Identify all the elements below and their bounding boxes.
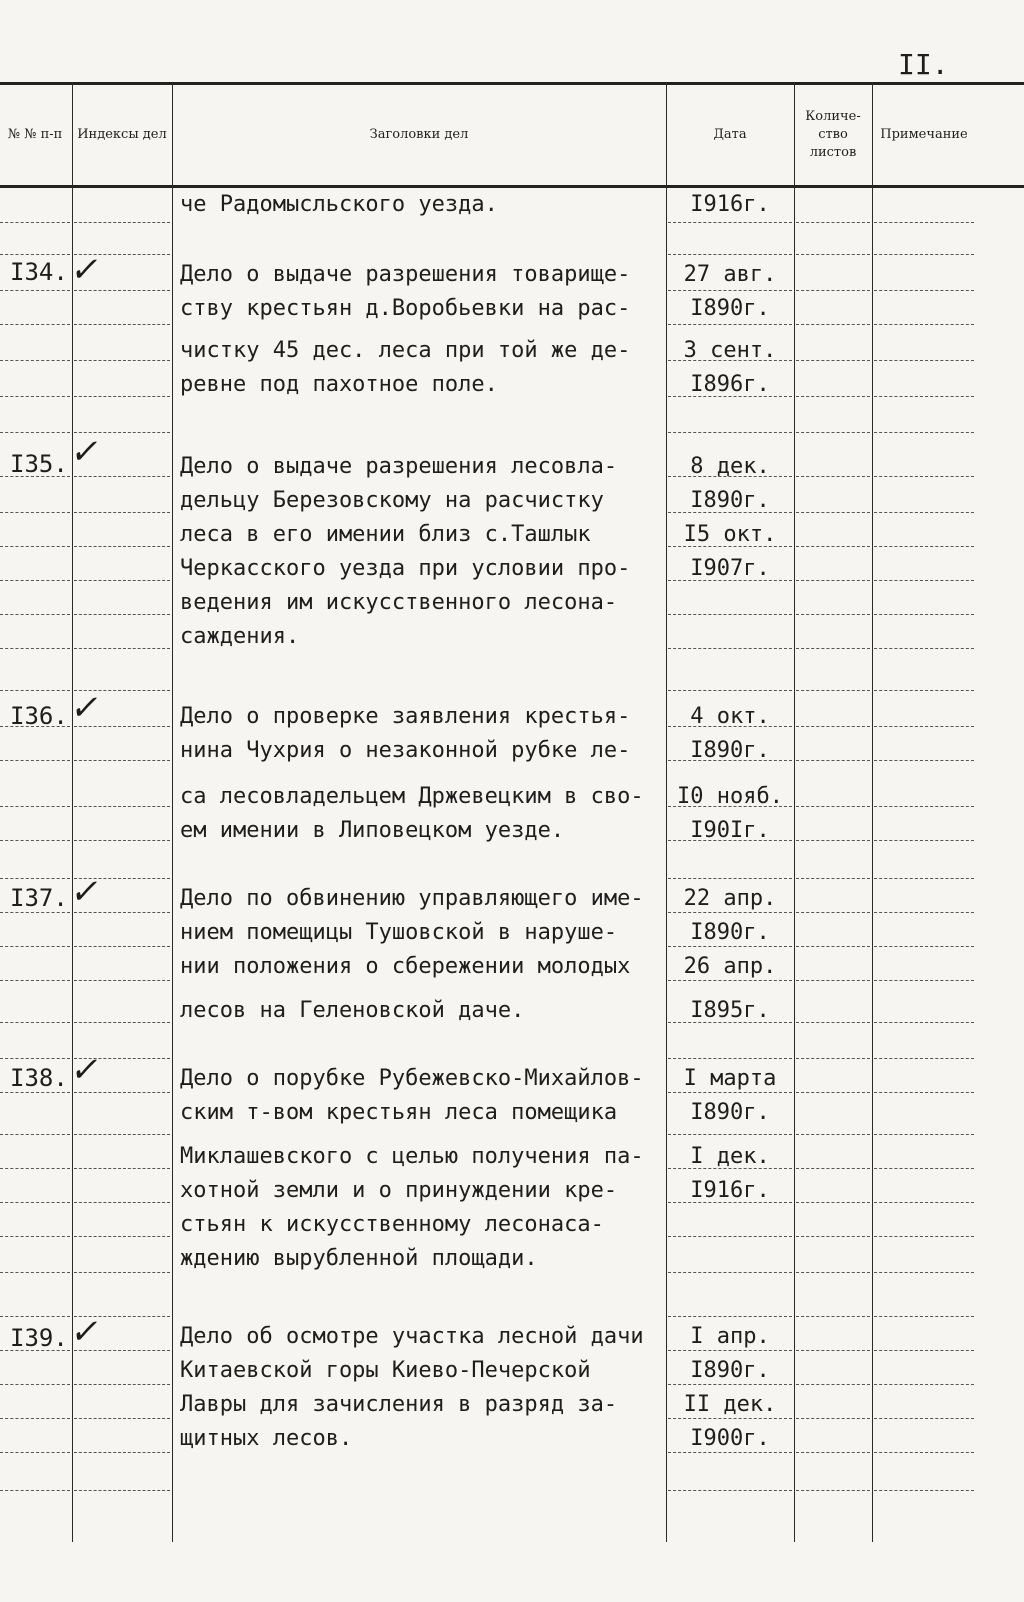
title-line: ревне под пахотное поле. bbox=[180, 372, 498, 397]
checkmark-icon: ✓ bbox=[67, 872, 105, 912]
ruled-line bbox=[668, 1316, 792, 1317]
ruled-line bbox=[874, 1272, 974, 1273]
date-line: I90Iг. bbox=[690, 818, 770, 843]
ruled-line bbox=[0, 360, 70, 361]
ruled-line bbox=[796, 726, 870, 727]
ruled-line bbox=[874, 360, 974, 361]
date-line: I900г. bbox=[690, 1426, 770, 1451]
date-line: 22 апр. bbox=[683, 886, 777, 911]
ruled-line bbox=[874, 512, 974, 513]
ruled-line bbox=[874, 1134, 974, 1135]
ruled-line bbox=[796, 840, 870, 841]
ruled-line bbox=[74, 1202, 170, 1203]
ruled-line bbox=[874, 760, 974, 761]
ruled-line bbox=[874, 580, 974, 581]
ruled-line bbox=[74, 840, 170, 841]
header-title: Заголовки дел bbox=[369, 127, 469, 142]
ruled-line bbox=[874, 324, 974, 325]
ruled-line bbox=[74, 580, 170, 581]
checkmark-icon: ✓ bbox=[67, 688, 105, 728]
date-line: I марта bbox=[683, 1066, 777, 1091]
ruled-line bbox=[74, 222, 170, 223]
ruled-line bbox=[0, 690, 70, 691]
ruled-line bbox=[668, 1092, 792, 1093]
title-line: Черкасского уезда при условии про- bbox=[180, 556, 631, 581]
ruled-line bbox=[668, 1452, 792, 1453]
ruled-line bbox=[874, 546, 974, 547]
ruled-line bbox=[668, 912, 792, 913]
ruled-line bbox=[796, 1058, 870, 1059]
ruled-line bbox=[668, 432, 792, 433]
ruled-line bbox=[0, 432, 70, 433]
ruled-line bbox=[874, 1236, 974, 1237]
ruled-line bbox=[796, 1202, 870, 1203]
ruled-line bbox=[796, 1134, 870, 1135]
ruled-line bbox=[74, 1272, 170, 1273]
checkmark-icon: ✓ bbox=[67, 1312, 105, 1352]
date-line: I дек. bbox=[690, 1144, 770, 1169]
ruled-line bbox=[874, 1490, 974, 1491]
header-note: Примечание bbox=[880, 127, 968, 142]
record-number: I36. bbox=[10, 702, 68, 730]
header-index: Индексы дел bbox=[77, 127, 167, 142]
ruled-line bbox=[668, 1490, 792, 1491]
ruled-line bbox=[668, 614, 792, 615]
ruled-line bbox=[796, 648, 870, 649]
date-line: I890г. bbox=[690, 488, 770, 513]
date-line: 8 дек. bbox=[690, 454, 770, 479]
ruled-line bbox=[796, 912, 870, 913]
ruled-line bbox=[796, 1092, 870, 1093]
header-num: № № п-п bbox=[7, 127, 63, 142]
ruled-line bbox=[0, 1134, 70, 1135]
header-sheets: Количе- ство листов bbox=[805, 109, 861, 160]
ruled-line bbox=[74, 806, 170, 807]
ruled-line bbox=[74, 946, 170, 947]
ruled-line bbox=[74, 760, 170, 761]
record-number: I35. bbox=[10, 450, 68, 478]
ruled-line bbox=[74, 290, 170, 291]
ruled-line bbox=[796, 1236, 870, 1237]
date-line: I890г. bbox=[690, 296, 770, 321]
ruled-line bbox=[668, 222, 792, 223]
ruled-line bbox=[668, 1384, 792, 1385]
ruled-line bbox=[796, 396, 870, 397]
checkmark-icon: ✓ bbox=[67, 432, 105, 472]
ruled-line bbox=[0, 648, 70, 649]
ruled-line bbox=[74, 1418, 170, 1419]
ruled-line bbox=[874, 1202, 974, 1203]
title-line: нина Чухрия о незаконной рубке ле- bbox=[180, 738, 631, 763]
ruled-line bbox=[796, 222, 870, 223]
column-divider bbox=[872, 82, 873, 1542]
ruled-line bbox=[796, 1272, 870, 1273]
ruled-line bbox=[874, 840, 974, 841]
ruled-line bbox=[74, 476, 170, 477]
ruled-line bbox=[0, 254, 70, 255]
date-line: I5 окт. bbox=[683, 522, 777, 547]
checkmark-icon: ✓ bbox=[67, 250, 105, 290]
date-line: I895г. bbox=[690, 998, 770, 1023]
title-line: ждению вырубленной площади. bbox=[180, 1246, 538, 1271]
record-number: I37. bbox=[10, 884, 68, 912]
ruled-line bbox=[874, 614, 974, 615]
ruled-line bbox=[74, 324, 170, 325]
ruled-line bbox=[0, 760, 70, 761]
ruled-line bbox=[668, 878, 792, 879]
ruled-line bbox=[0, 1384, 70, 1385]
ruled-line bbox=[874, 396, 974, 397]
ruled-line bbox=[874, 254, 974, 255]
ruled-line bbox=[796, 1384, 870, 1385]
ruled-line bbox=[0, 1092, 70, 1093]
ruled-line bbox=[74, 1236, 170, 1237]
ruled-line bbox=[796, 614, 870, 615]
ruled-line bbox=[74, 396, 170, 397]
ruled-line bbox=[874, 1316, 974, 1317]
ruled-line bbox=[74, 648, 170, 649]
title-line: Дело о выдаче разрешения лесовла- bbox=[180, 454, 618, 479]
date-line: I890г. bbox=[690, 1358, 770, 1383]
date-line: I апр. bbox=[690, 1324, 770, 1349]
ruled-line bbox=[74, 1384, 170, 1385]
record-number: I34. bbox=[10, 258, 68, 286]
ruled-line bbox=[874, 222, 974, 223]
ruled-line bbox=[74, 912, 170, 913]
date-line: I890г. bbox=[690, 738, 770, 763]
date-line: 26 апр. bbox=[683, 954, 777, 979]
title-line: лесов на Геленовской даче. bbox=[180, 998, 525, 1023]
ruled-line bbox=[874, 690, 974, 691]
ruled-line bbox=[0, 222, 70, 223]
ruled-line bbox=[874, 432, 974, 433]
ruled-line bbox=[0, 806, 70, 807]
ruled-line bbox=[0, 1452, 70, 1453]
title-line: нием помещицы Тушовской в наруше- bbox=[180, 920, 618, 945]
header-date: Дата bbox=[713, 127, 747, 142]
ruled-line bbox=[874, 946, 974, 947]
ruled-line bbox=[0, 512, 70, 513]
ruled-line bbox=[0, 1058, 70, 1059]
ruled-line bbox=[74, 512, 170, 513]
ruled-line bbox=[796, 878, 870, 879]
date-line: 4 окт. bbox=[690, 704, 770, 729]
ruled-line bbox=[668, 1418, 792, 1419]
ruled-line bbox=[0, 396, 70, 397]
ruled-line bbox=[0, 546, 70, 547]
column-divider bbox=[794, 82, 795, 1542]
ruled-line bbox=[668, 1236, 792, 1237]
ruled-line bbox=[0, 1490, 70, 1491]
ruled-line bbox=[796, 360, 870, 361]
ruled-line bbox=[0, 912, 70, 913]
ruled-line bbox=[74, 1022, 170, 1023]
ruled-line bbox=[874, 1418, 974, 1419]
date-line: 3 сент. bbox=[683, 338, 777, 363]
ruled-line bbox=[796, 946, 870, 947]
title-line: Дело по обвинению управляющего име- bbox=[180, 886, 644, 911]
ruled-line bbox=[796, 476, 870, 477]
ruled-line bbox=[0, 290, 70, 291]
ruled-line bbox=[0, 1316, 70, 1317]
ruled-line bbox=[74, 1490, 170, 1491]
ruled-line bbox=[796, 290, 870, 291]
ruled-line bbox=[668, 324, 792, 325]
ruled-line bbox=[874, 726, 974, 727]
ruled-line bbox=[74, 1168, 170, 1169]
ruled-line bbox=[796, 512, 870, 513]
ruled-line bbox=[74, 1134, 170, 1135]
ruled-line bbox=[0, 1272, 70, 1273]
ruled-line bbox=[74, 1092, 170, 1093]
ruled-line bbox=[796, 432, 870, 433]
ruled-line bbox=[796, 1490, 870, 1491]
ruled-line bbox=[796, 1022, 870, 1023]
title-line: чистку 45 дес. леса при той же де- bbox=[180, 338, 631, 363]
date-line: II дек. bbox=[683, 1392, 777, 1417]
ruled-line bbox=[74, 360, 170, 361]
ruled-line bbox=[668, 1272, 792, 1273]
ruled-line bbox=[874, 476, 974, 477]
title-line: Китаевской горы Киево-Печерской bbox=[180, 1358, 591, 1383]
title-line: Дело о проверке заявления крестья- bbox=[180, 704, 631, 729]
ruled-line bbox=[796, 980, 870, 981]
title-line: Лавры для зачисления в разряд за- bbox=[180, 1392, 618, 1417]
ruled-line bbox=[796, 580, 870, 581]
table-header bbox=[0, 82, 1024, 188]
ruled-line bbox=[0, 878, 70, 879]
page-number: II. bbox=[898, 48, 949, 81]
ruled-line bbox=[796, 1452, 870, 1453]
title-line: стьян к искусственному лесонаса- bbox=[180, 1212, 604, 1237]
title-line: леса в его имении близ с.Ташлык bbox=[180, 522, 591, 547]
date-line: 27 авг. bbox=[683, 262, 777, 287]
checkmark-icon: ✓ bbox=[67, 1050, 105, 1090]
ruled-line bbox=[874, 1168, 974, 1169]
ruled-line bbox=[796, 806, 870, 807]
ruled-line bbox=[668, 1134, 792, 1135]
ruled-line bbox=[0, 1202, 70, 1203]
title-line: хотной земли и о принуждении кре- bbox=[180, 1178, 618, 1203]
ruled-line bbox=[796, 760, 870, 761]
ruled-line bbox=[0, 1022, 70, 1023]
ruled-line bbox=[74, 546, 170, 547]
ruled-line bbox=[874, 1022, 974, 1023]
title-line: Миклашевского с целью получения па- bbox=[180, 1144, 644, 1169]
ruled-line bbox=[874, 1058, 974, 1059]
title-line: дельцу Березовскому на расчистку bbox=[180, 488, 604, 513]
ruled-line bbox=[874, 648, 974, 649]
ruled-line bbox=[796, 546, 870, 547]
ruled-line bbox=[0, 840, 70, 841]
title-line: че Радомысльского уезда. bbox=[180, 192, 498, 217]
ruled-line bbox=[796, 1316, 870, 1317]
date-line: I0 нояб. bbox=[677, 784, 783, 809]
ruled-line bbox=[0, 1418, 70, 1419]
ruled-line bbox=[796, 254, 870, 255]
date-line: I890г. bbox=[690, 1100, 770, 1125]
record-number: I38. bbox=[10, 1064, 68, 1092]
title-line: ведения им искусственного лесона- bbox=[180, 590, 618, 615]
ruled-line bbox=[874, 806, 974, 807]
ruled-line bbox=[668, 690, 792, 691]
ruled-line bbox=[0, 1168, 70, 1169]
ruled-line bbox=[874, 980, 974, 981]
ruled-line bbox=[0, 1236, 70, 1237]
ruled-line bbox=[874, 912, 974, 913]
record-number: I39. bbox=[10, 1324, 68, 1352]
date-line: I896г. bbox=[690, 372, 770, 397]
ruled-line bbox=[74, 980, 170, 981]
title-line: Дело об осмотре участка лесной дачи bbox=[180, 1324, 644, 1349]
title-line: щитных лесов. bbox=[180, 1426, 353, 1451]
ruled-line bbox=[874, 1350, 974, 1351]
ruled-line bbox=[796, 690, 870, 691]
date-line: I916г. bbox=[690, 1178, 770, 1203]
title-line: ским т-вом крестьян леса помещика bbox=[180, 1100, 618, 1125]
ruled-line bbox=[796, 1168, 870, 1169]
date-line: I916г. bbox=[690, 192, 770, 217]
ruled-line bbox=[796, 1418, 870, 1419]
title-line: ем имении в Липовецком уезде. bbox=[180, 818, 565, 843]
ruled-line bbox=[668, 254, 792, 255]
ruled-line bbox=[668, 980, 792, 981]
date-line: I890г. bbox=[690, 920, 770, 945]
ruled-line bbox=[668, 648, 792, 649]
column-divider bbox=[172, 82, 173, 1542]
ruled-line bbox=[874, 1452, 974, 1453]
title-line: са лесовладельцем Држевецким в сво- bbox=[180, 784, 644, 809]
title-line: саждения. bbox=[180, 624, 300, 649]
ruled-line bbox=[0, 324, 70, 325]
ruled-line bbox=[796, 324, 870, 325]
ruled-line bbox=[0, 946, 70, 947]
title-line: Дело о выдаче разрешения товарище- bbox=[180, 262, 631, 287]
ruled-line bbox=[668, 290, 792, 291]
title-line: ству крестьян д.Воробьевки на рас- bbox=[180, 296, 631, 321]
ruled-line bbox=[0, 580, 70, 581]
ruled-line bbox=[74, 1452, 170, 1453]
ruled-line bbox=[668, 1058, 792, 1059]
ruled-line bbox=[874, 1384, 974, 1385]
ruled-line bbox=[0, 614, 70, 615]
title-line: Дело о порубке Рубежевско-Михайлов- bbox=[180, 1066, 644, 1091]
ruled-line bbox=[874, 878, 974, 879]
ruled-line bbox=[668, 1350, 792, 1351]
date-line: I907г. bbox=[690, 556, 770, 581]
ruled-line bbox=[874, 1092, 974, 1093]
ruled-line bbox=[0, 980, 70, 981]
ruled-line bbox=[74, 614, 170, 615]
ruled-line bbox=[796, 1350, 870, 1351]
title-line: нии положения о сбережении молодых bbox=[180, 954, 631, 979]
ruled-line bbox=[874, 290, 974, 291]
ruled-line bbox=[668, 946, 792, 947]
